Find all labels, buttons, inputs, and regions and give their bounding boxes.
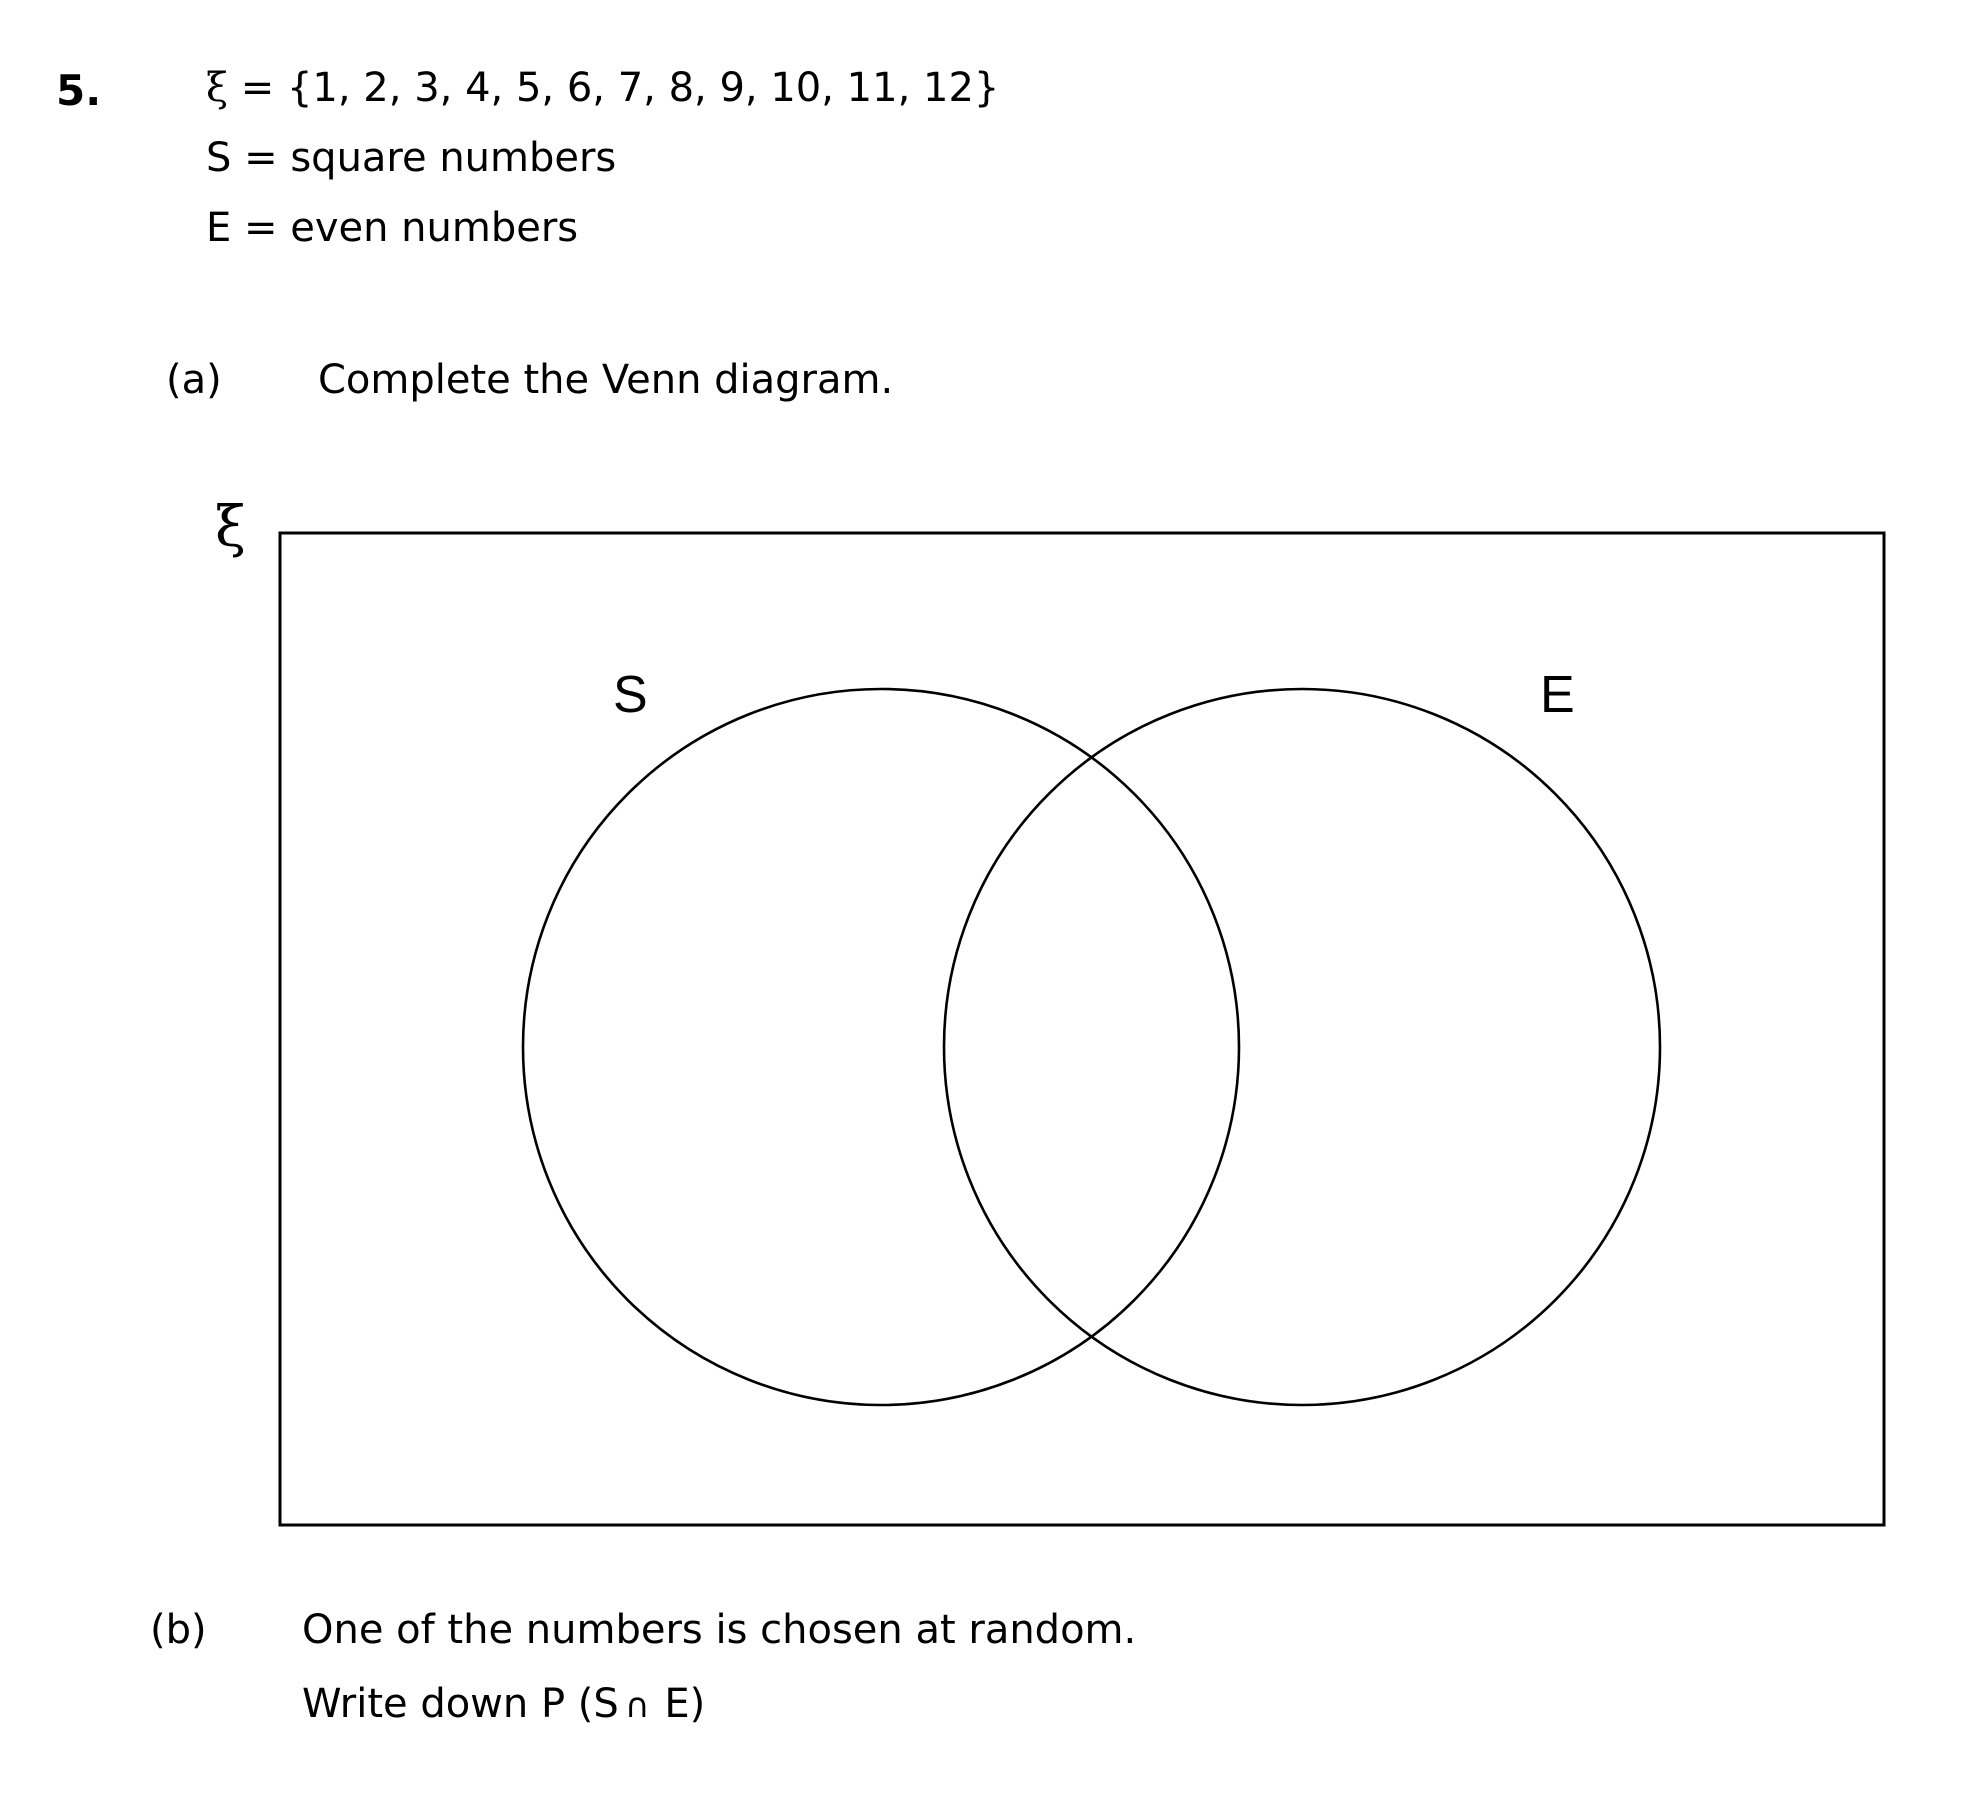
universal-set-rectangle[interactable] [280,533,1884,1525]
part-b-line1: One of the numbers is chosen at random. [302,1607,1137,1653]
set-e-definition: E = even numbers [206,205,579,251]
part-b-label: (b) [150,1607,207,1653]
set-e-label: E [1540,666,1575,724]
set-s-label: S [613,666,648,724]
intersection-symbol: ∩ [624,1686,650,1726]
probability-prefix: Write down P (S [302,1681,619,1727]
universal-set-members: = {1, 2, 3, 4, 5, 6, 7, 8, 9, 10, 11, 12} [240,65,1000,111]
part-a-instruction: Complete the Venn diagram. [318,357,894,403]
universal-set-symbol-diagram: ξ [215,495,246,560]
set-s-circle[interactable] [523,689,1239,1405]
part-b-line2 [302,1681,706,1727]
part-a-label: (a) [166,357,222,403]
question-number: 5. [56,66,102,115]
set-s-definition: S = square numbers [206,135,617,181]
set-e-circle[interactable] [944,689,1660,1405]
probability-suffix: E) [651,1681,706,1727]
universal-set-symbol: ξ [206,65,229,111]
